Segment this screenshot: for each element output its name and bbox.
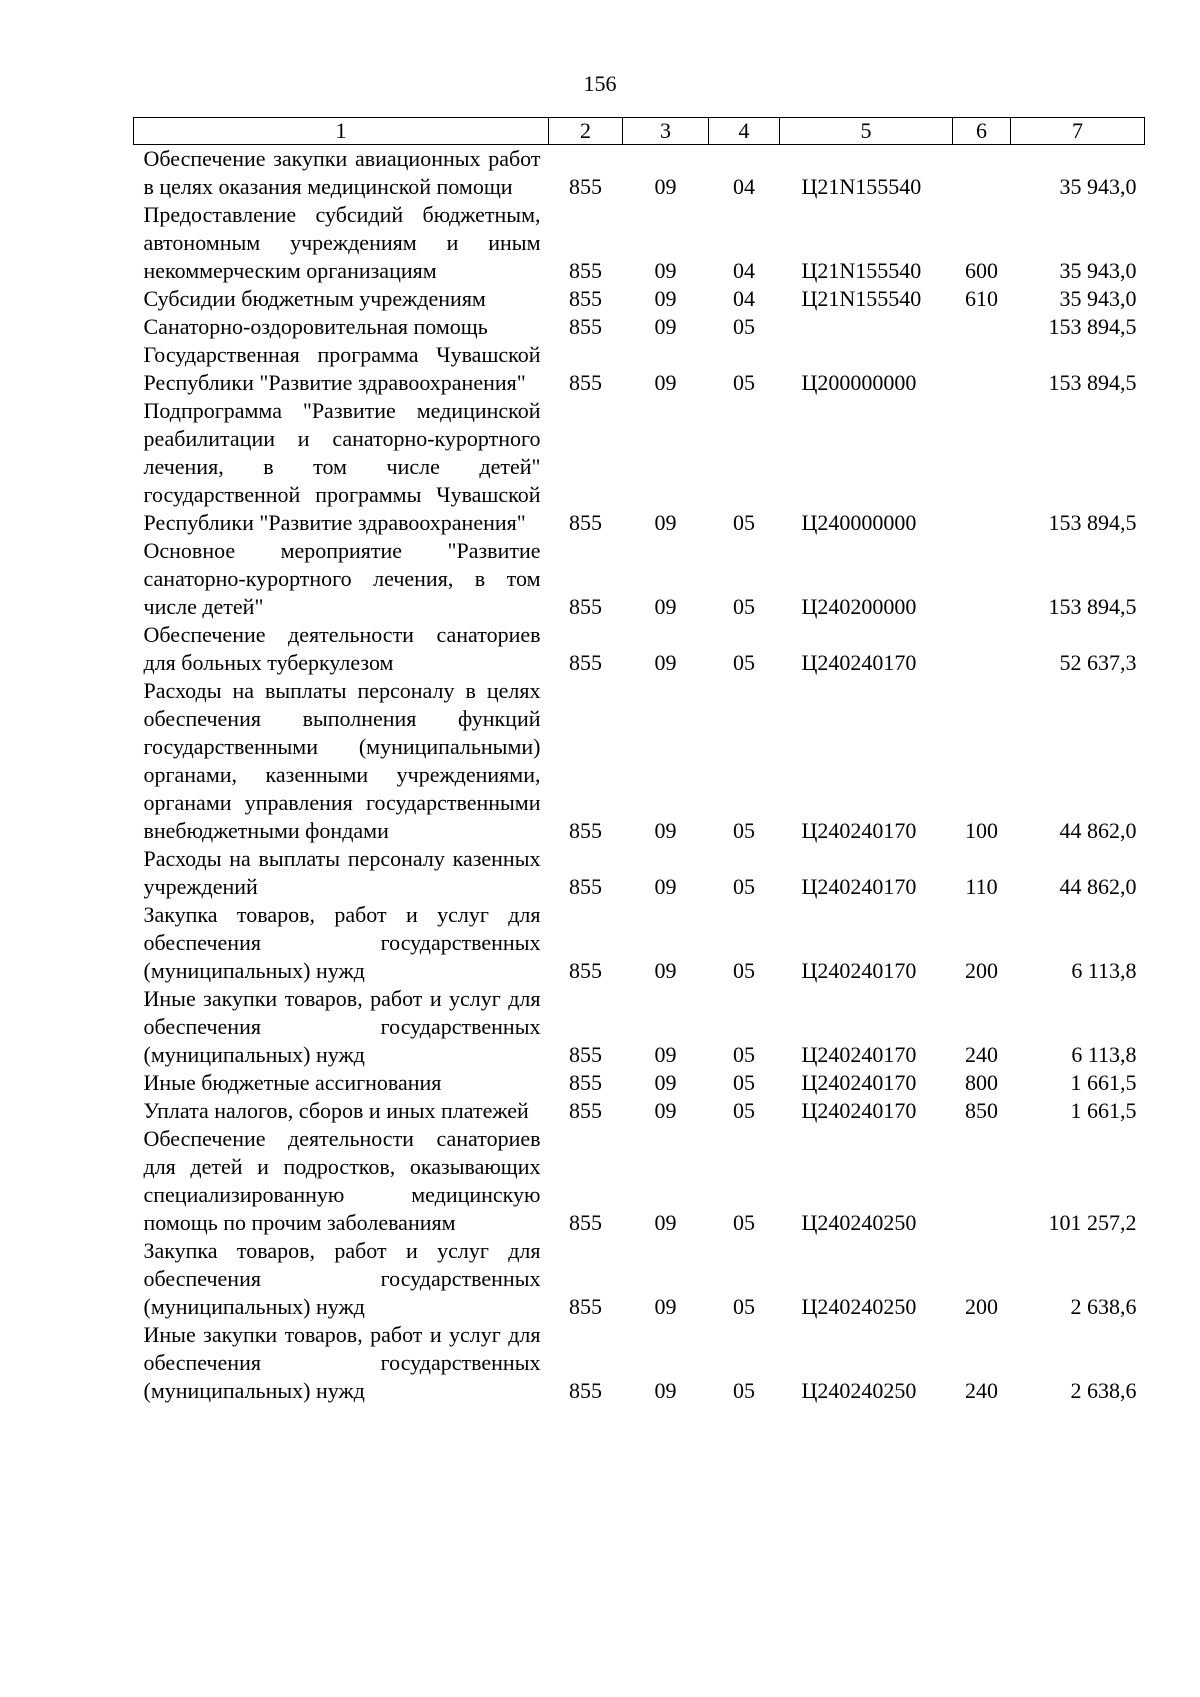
subsection-code-cell: 05: [733, 510, 755, 535]
ministry-code-cell: 855: [569, 1378, 602, 1403]
subsection-code-cell: 05: [733, 314, 755, 339]
target-article-cell: Ц21N155540: [801, 258, 922, 283]
target-article-cell: Ц240000000: [801, 510, 917, 535]
expense-type-cell: 800: [965, 1070, 998, 1095]
expense-type-cell: [953, 145, 1011, 202]
column-header-6: 6: [953, 118, 1011, 145]
section-code-cell: 09: [654, 1210, 677, 1235]
section-code-cell: 09: [654, 594, 677, 619]
subsection-code-cell: 05: [733, 874, 755, 899]
section-code-cell: 09: [654, 874, 677, 899]
target-article-cell: Ц240240170: [801, 650, 917, 675]
table-row: [134, 1237, 1145, 1321]
column-header-1: 1: [134, 118, 549, 145]
target-article-cell: Ц240240170: [801, 1042, 917, 1067]
column-header-5: 5: [780, 118, 953, 145]
table-row: [134, 341, 1145, 397]
row-name-cell: Обеспечение деятельности санаториев для детей и подростков, оказывающих специализированную медицинскую помощь по прочим заболеваниям: [143, 1126, 541, 1235]
subsection-code-cell: 05: [733, 650, 755, 675]
row-name-cell: Санаторно-оздоровительная помощь: [143, 314, 488, 339]
table-row: [134, 985, 1145, 1069]
amount-cell: 35 943,0: [1059, 258, 1137, 283]
ministry-code-cell: 855: [569, 650, 602, 675]
amount-cell: 6 113,8: [1071, 958, 1137, 983]
target-article-cell: Ц240240170: [801, 874, 917, 899]
expense-type-cell: 200: [965, 958, 998, 983]
section-code-cell: 09: [654, 370, 677, 395]
target-article-cell: Ц240240250: [801, 1294, 917, 1319]
expense-type-cell: 100: [965, 818, 998, 843]
expense-type-cell: 110: [965, 874, 998, 899]
section-code-cell: 09: [654, 1042, 677, 1067]
expense-type-cell: 200: [965, 1294, 998, 1319]
section-code-cell: 09: [654, 1098, 677, 1123]
target-article-cell: [780, 313, 953, 341]
ministry-code-cell: 855: [569, 1210, 602, 1235]
row-name-cell: Предоставление субсидий бюджетным, автономным учреждениям и иным некоммерческим организациям: [143, 202, 541, 283]
table-row: [134, 201, 1145, 285]
table-row: [134, 1069, 1145, 1097]
page-number: 156: [583, 71, 617, 96]
target-article-cell: Ц21N155540: [801, 174, 922, 199]
expense-type-cell: 600: [965, 258, 998, 283]
ministry-code-cell: 855: [569, 818, 602, 843]
table-row: [134, 845, 1145, 901]
row-name-cell: Подпрограмма "Развитие медицинской реабилитации и санаторно-курортного лечения, в том числе детей" государственной программы Чувашской Республики "Развитие здравоохранения": [143, 398, 541, 535]
target-article-cell: Ц240240250: [801, 1210, 917, 1235]
ministry-code-cell: 855: [569, 594, 602, 619]
subsection-code-cell: 05: [733, 1294, 755, 1319]
amount-cell: 52 637,3: [1059, 650, 1137, 675]
row-name-cell: Уплата налогов, сборов и иных платежей: [143, 1098, 529, 1123]
row-name-cell: Государственная программа Чувашской Республики "Развитие здравоохранения": [143, 342, 541, 395]
ministry-code-cell: 855: [569, 1070, 602, 1095]
table-header: [134, 118, 1145, 145]
table-row: [134, 537, 1145, 621]
section-code-cell: 09: [654, 818, 677, 843]
table-row: [134, 1097, 1145, 1125]
section-code-cell: 09: [654, 650, 677, 675]
subsection-code-cell: 05: [733, 370, 755, 395]
ministry-code-cell: 855: [569, 314, 602, 339]
table-row: [134, 1125, 1145, 1237]
row-name-cell: Обеспечение закупки авиационных работ в целях оказания медицинской помощи: [143, 146, 541, 199]
amount-cell: 35 943,0: [1059, 174, 1137, 199]
amount-cell: 153 894,5: [1048, 594, 1137, 619]
amount-cell: 2 638,6: [1070, 1294, 1137, 1319]
target-article-cell: Ц240240170: [801, 1070, 917, 1095]
target-article-cell: Ц240240170: [801, 1098, 917, 1123]
row-name-cell: Закупка товаров, работ и услуг для обеспечения государственных (муниципальных) нужд: [143, 902, 541, 983]
ministry-code-cell: 855: [569, 174, 602, 199]
ministry-code-cell: 855: [569, 874, 602, 899]
section-code-cell: 09: [654, 174, 677, 199]
table-row: [134, 397, 1145, 537]
row-name-cell: Расходы на выплаты персоналу в целях обеспечения выполнения функций государственными (муниципальными) органами, казенными учреждениями, органами управления государственными внебюджетными фондами: [143, 678, 541, 843]
row-name-cell: Субсидии бюджетным учреждениям: [143, 286, 486, 311]
section-code-cell: 09: [654, 1294, 677, 1319]
row-name-cell: Обеспечение деятельности санаториев для больных туберкулезом: [143, 622, 541, 675]
subsection-code-cell: 05: [733, 1042, 755, 1067]
expense-type-cell: 240: [965, 1042, 998, 1067]
table-row: [134, 145, 1145, 202]
amount-cell: 153 894,5: [1048, 510, 1137, 535]
row-name-cell: Иные бюджетные ассигнования: [143, 1070, 442, 1095]
subsection-code-cell: 05: [733, 594, 755, 619]
column-header-3: 3: [623, 118, 709, 145]
budget-table: [133, 117, 1145, 1405]
amount-cell: 153 894,5: [1048, 370, 1137, 395]
ministry-code-cell: 855: [569, 286, 602, 311]
section-code-cell: 09: [654, 510, 677, 535]
subsection-code-cell: 05: [733, 1098, 755, 1123]
amount-cell: 153 894,5: [1048, 314, 1137, 339]
expense-type-cell: [953, 397, 1011, 537]
column-header-7: 7: [1011, 118, 1145, 145]
row-name-cell: Расходы на выплаты персоналу казенных учреждений: [143, 846, 541, 899]
target-article-cell: Ц240240250: [801, 1378, 917, 1403]
row-name-cell: Основное мероприятие "Развитие санаторно-курортного лечения, в том числе детей": [143, 538, 541, 619]
table-row: [134, 677, 1145, 845]
expense-type-cell: [953, 537, 1011, 621]
target-article-cell: Ц240240170: [801, 818, 917, 843]
column-header-2: 2: [549, 118, 623, 145]
subsection-code-cell: 04: [733, 174, 755, 199]
section-code-cell: 09: [654, 1378, 677, 1403]
subsection-code-cell: 05: [733, 958, 755, 983]
target-article-cell: Ц240200000: [801, 594, 917, 619]
ministry-code-cell: 855: [569, 1098, 602, 1123]
ministry-code-cell: 855: [569, 370, 602, 395]
target-article-cell: Ц200000000: [801, 370, 917, 395]
table-row: [134, 901, 1145, 985]
row-name-cell: Иные закупки товаров, работ и услуг для обеспечения государственных (муниципальных) нужд: [143, 1322, 541, 1403]
target-article-cell: Ц21N155540: [801, 286, 922, 311]
expense-type-cell: [953, 1125, 1011, 1237]
expense-type-cell: 610: [965, 286, 998, 311]
ministry-code-cell: 855: [569, 258, 602, 283]
subsection-code-cell: 05: [733, 1070, 755, 1095]
section-code-cell: 09: [654, 1070, 677, 1095]
section-code-cell: 09: [654, 286, 677, 311]
amount-cell: 44 862,0: [1059, 874, 1137, 899]
section-code-cell: 09: [654, 958, 677, 983]
section-code-cell: 09: [654, 314, 677, 339]
ministry-code-cell: 855: [569, 1294, 602, 1319]
column-header-4: 4: [709, 118, 780, 145]
amount-cell: 101 257,2: [1048, 1210, 1137, 1235]
expense-type-cell: [953, 621, 1011, 677]
row-name-cell: Иные закупки товаров, работ и услуг для обеспечения государственных (муниципальных) нужд: [143, 986, 541, 1067]
amount-cell: 1 661,5: [1070, 1070, 1137, 1095]
section-code-cell: 09: [654, 258, 677, 283]
expense-type-cell: 850: [965, 1098, 998, 1123]
table-row: [134, 285, 1145, 313]
subsection-code-cell: 04: [733, 258, 755, 283]
table-row: [134, 1321, 1145, 1405]
expense-type-cell: 240: [965, 1378, 998, 1403]
ministry-code-cell: 855: [569, 958, 602, 983]
table-body: [134, 145, 1145, 1406]
amount-cell: 44 862,0: [1059, 818, 1137, 843]
subsection-code-cell: 04: [733, 286, 755, 311]
subsection-code-cell: 05: [733, 818, 755, 843]
expense-type-cell: [953, 341, 1011, 397]
subsection-code-cell: 05: [733, 1210, 755, 1235]
ministry-code-cell: 855: [569, 510, 602, 535]
table-row: [134, 621, 1145, 677]
amount-cell: 1 661,5: [1070, 1098, 1137, 1123]
subsection-code-cell: 05: [733, 1378, 755, 1403]
target-article-cell: Ц240240170: [801, 958, 917, 983]
header-row: [134, 118, 1145, 145]
ministry-code-cell: 855: [569, 1042, 602, 1067]
expense-type-cell: [953, 313, 1011, 341]
amount-cell: 2 638,6: [1070, 1378, 1137, 1403]
amount-cell: 35 943,0: [1059, 286, 1137, 311]
table-row: [134, 313, 1145, 341]
row-name-cell: Закупка товаров, работ и услуг для обеспечения государственных (муниципальных) нужд: [143, 1238, 541, 1319]
amount-cell: 6 113,8: [1071, 1042, 1137, 1067]
